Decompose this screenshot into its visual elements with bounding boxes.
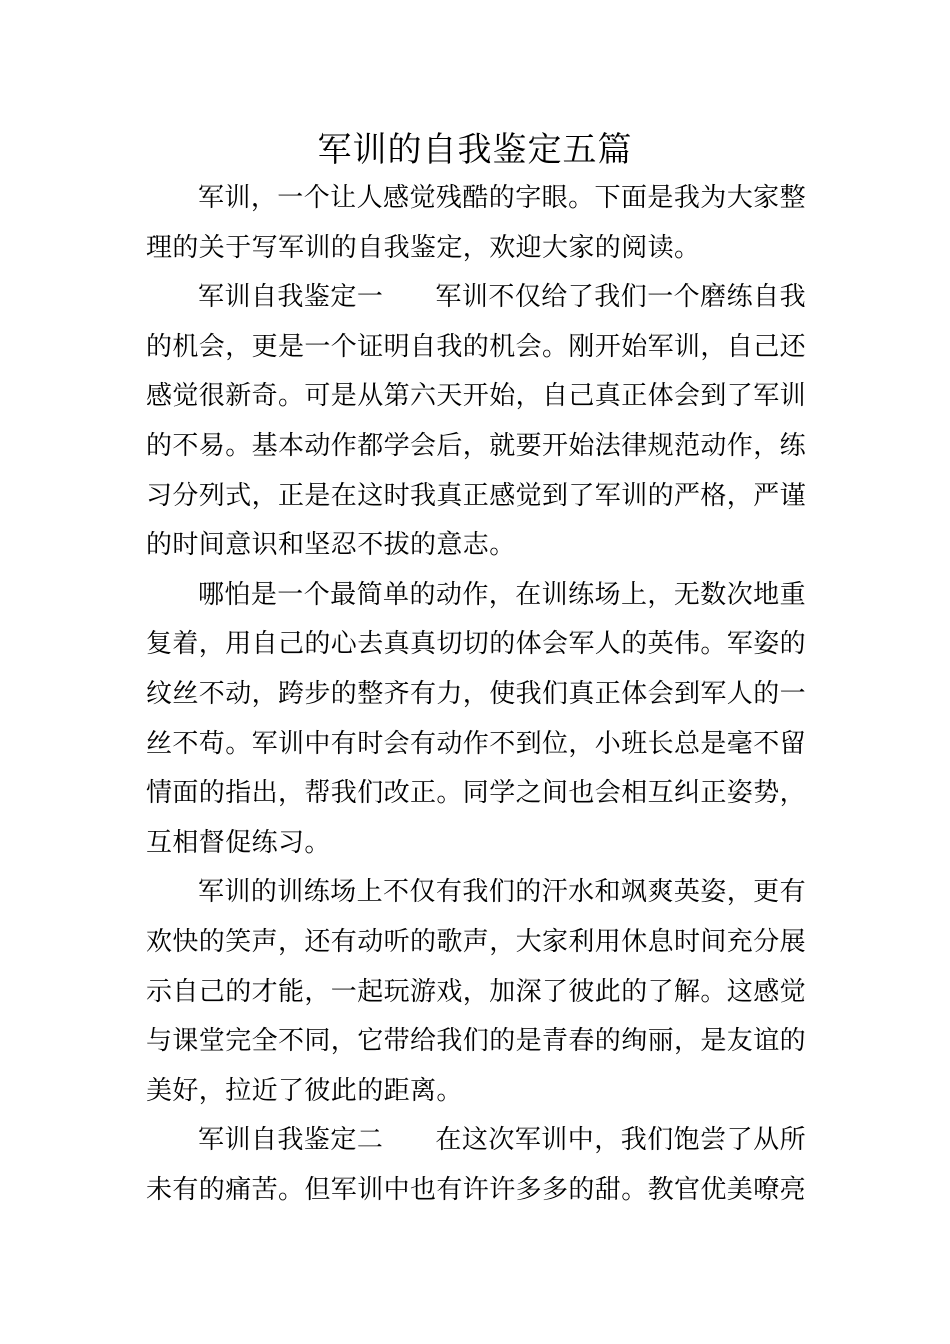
paragraph-body	[146, 571, 806, 869]
paragraph-text: 军训不仅给了我们一个磨练自我的机会，更是一个证明自我的机会。刚开始军训，自己还感觉很新奇。可是从第六天开始，自己真正体会到了军训的不易。基本动作都学会后，就要开始法律规范动作，练习分列式，正是在这时我真正感觉到了军训的严格，严谨的时间意识和坚忍不拔的意志。	[146, 282, 807, 561]
document-body	[146, 174, 806, 1215]
section-heading: 军训自我鉴定二	[198, 1125, 384, 1156]
section-heading: 军训自我鉴定一	[198, 282, 384, 313]
paragraph-text: 哪怕是一个最简单的动作，在训练场上，无数次地重复着，用自己的心去真真切切的体会军人的英伟。军姿的纹丝不动，跨步的整齐有力，使我们真正体会到军人的一丝不苟。军训中有时会有动作不到位，小班长总是毫不留情面的指出，帮我们改正。同学之间也会相互纠正姿势，互相督促练习。	[146, 579, 807, 858]
paragraph-text: 在这次军训中，我们饱尝了从所未有的痛苦。但军训中也有许许多多的甜。教官优美嘹亮	[146, 1125, 807, 1205]
paragraph-section-2	[146, 1116, 806, 1215]
paragraph-intro	[146, 174, 806, 273]
paragraph-body	[146, 868, 806, 1116]
paragraph-text: 军训的训练场上不仅有我们的汗水和飒爽英姿，更有欢快的笑声，还有动听的歌声，大家利用休息时间充分展示自己的才能，一起玩游戏，加深了彼此的了解。这感觉与课堂完全不同，它带给我们的是青春的绚丽，是友谊的美好，拉近了彼此的距离。	[146, 877, 807, 1106]
document-title: 军训的自我鉴定五篇	[317, 130, 633, 170]
paragraph-text: 军训，一个让人感觉残酷的字眼。下面是我为大家整理的关于写军训的自我鉴定，欢迎大家的阅读。	[146, 183, 806, 263]
paragraph-section-1	[146, 273, 806, 571]
